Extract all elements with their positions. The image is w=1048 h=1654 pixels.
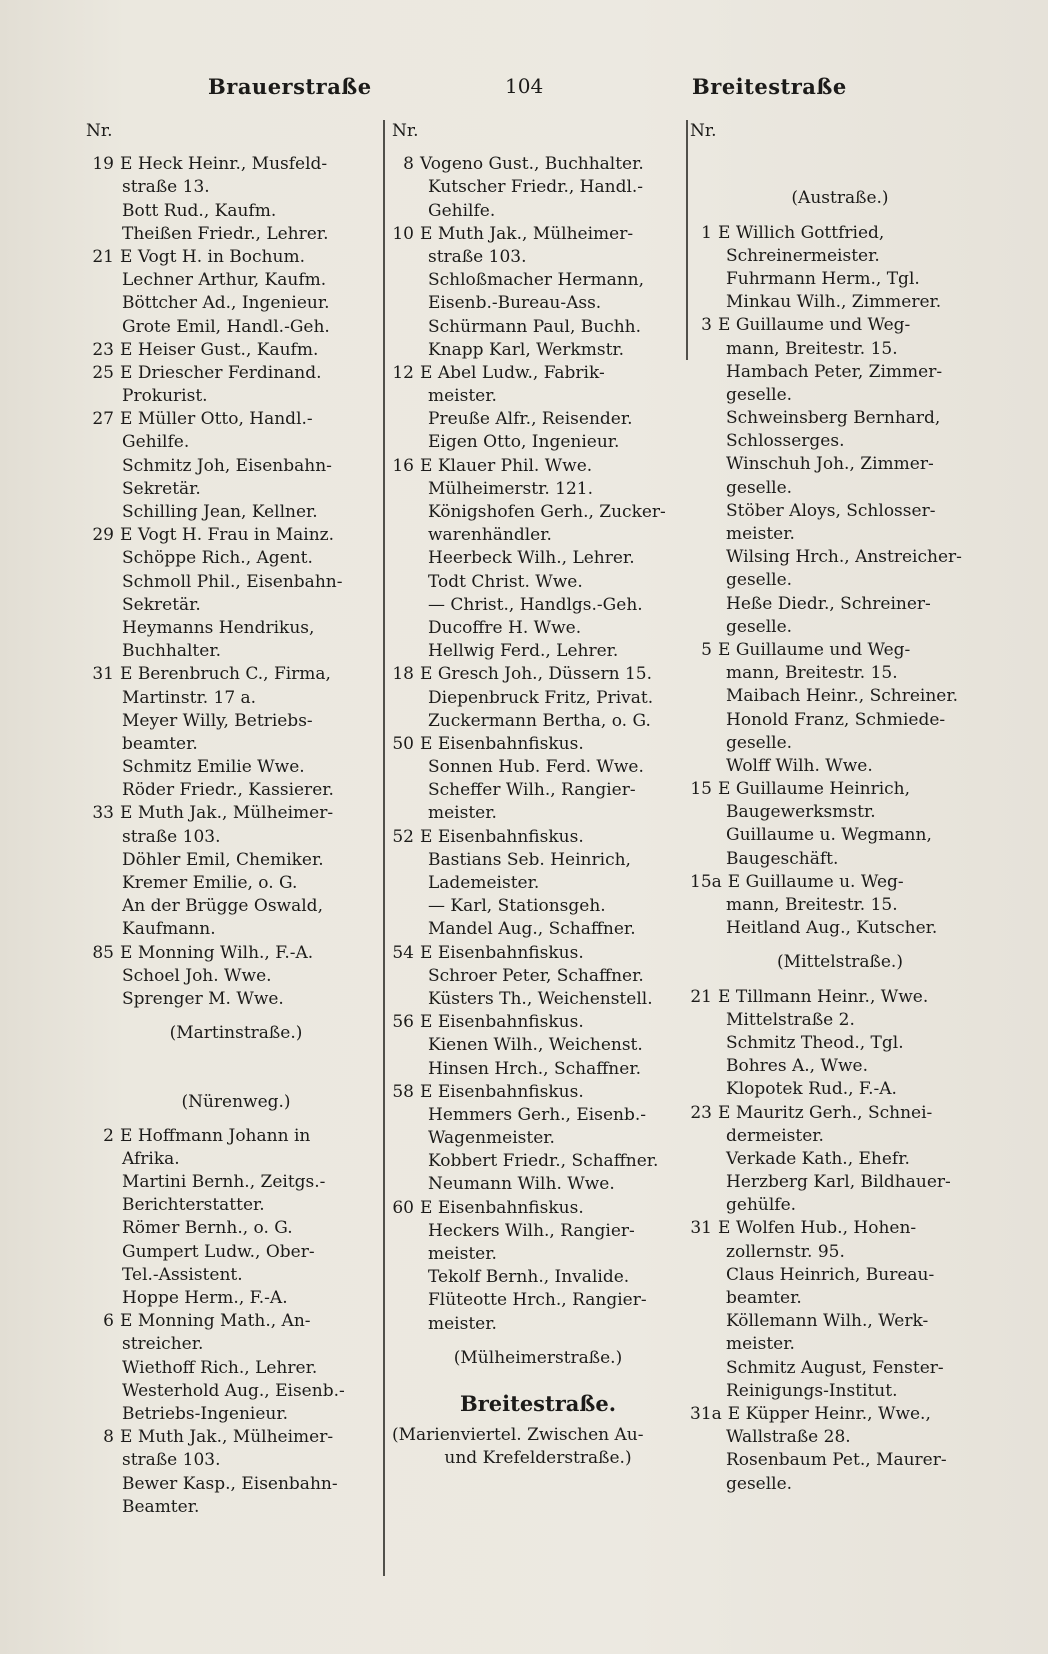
entry-continuation: meister. (428, 803, 497, 824)
entry-line: Winschuh Joh., Zimmer- (726, 454, 934, 475)
house-number: 15a (690, 871, 722, 892)
entry-line: Stöber Aloys, Schlosser- (726, 500, 936, 521)
entry-text: E Vogt H. in Bochum. (120, 246, 305, 267)
house-number: 33 (92, 803, 114, 824)
entry-line: Schloßmacher Hermann, (428, 270, 645, 291)
entry-line: Ducoffre H. Wwe. (428, 617, 582, 638)
entry-text: E Guillaume und Weg- (718, 315, 911, 336)
entry-line: Lechner Arthur, Kaufm. (122, 270, 327, 291)
entry-text: E Wolfen Hub., Hohen- (718, 1218, 917, 1239)
entry-line: Sprenger M. Wwe. (122, 988, 284, 1009)
entry-text: E Abel Ludw., Fabrik- (420, 362, 605, 383)
entry-continuation: Mittelstraße 2. (726, 1009, 855, 1030)
entry-line: Schürmann Paul, Buchh. (428, 316, 642, 337)
entry-continuation: straße 103. (122, 826, 221, 847)
entry-line: Döhler Emil, Chemiker. (122, 849, 324, 870)
entry-line (86, 246, 386, 269)
entry-continuation: Sekretär. (122, 594, 201, 615)
entry-line: Kutscher Friedr., Handl.- (428, 177, 644, 198)
entry-line: Bohres A., Wwe. (726, 1056, 868, 1077)
entry-line (86, 339, 386, 362)
entry-line: Honold Franz, Schmiede- (726, 709, 946, 730)
entry-line: Diepenbruck Fritz, Privat. (428, 687, 654, 708)
page-header (0, 74, 1048, 106)
entry-continuation: Schlosserges. (726, 431, 845, 452)
entry-line (86, 362, 386, 385)
entry-text: E Eisenbahnfiskus. (420, 733, 584, 754)
house-number: 31 (92, 664, 114, 685)
entry-line: Preuße Alfr., Reisender. (428, 409, 633, 430)
entry-line: Sonnen Hub. Ferd. Wwe. (428, 757, 644, 778)
entry-line (392, 455, 684, 478)
entry-continuation: geselle. (726, 384, 793, 405)
entry-continuation: Sekretär. (122, 478, 201, 499)
entry-continuation: Prokurist. (122, 386, 208, 407)
entry-continuation: meister. (726, 524, 795, 544)
entry-line: Heckers Wilh., Rangier- (428, 1220, 635, 1241)
street-title: Breitestraße. (459, 1390, 617, 1416)
column-divider (686, 120, 688, 360)
entry-text: E Mauritz Gerh., Schnei- (718, 1102, 933, 1123)
entry-line: Wilsing Hrch., Anstreicher- (726, 547, 962, 568)
entry-text: E Heck Heinr., Musfeld- (120, 154, 328, 175)
entry-text: E Gresch Joh., Düssern 15. (420, 664, 652, 685)
entry-text: E Heiser Gust., Kaufm. (120, 339, 319, 360)
entry-line (392, 826, 684, 849)
entry-line: Heße Diedr., Schreiner- (726, 593, 931, 614)
entry-line: Grote Emil, Handl.-Geh. (122, 316, 330, 337)
column-1 (86, 120, 386, 1519)
entry-continuation: geselle. (726, 1473, 793, 1494)
entry-line: Köllemann Wilh., Werk- (726, 1311, 929, 1332)
house-number: 5 (701, 639, 712, 660)
entry-line (392, 362, 684, 385)
spacer (690, 153, 990, 176)
house-number: 25 (92, 362, 114, 383)
entry-line: Hambach Peter, Zimmer- (726, 361, 943, 382)
entry-text: E Eisenbahnfiskus. (420, 826, 584, 847)
page-number: 104 (505, 74, 544, 98)
entry-text: Vogeno Gust., Buchhalter. (420, 154, 644, 175)
house-number: 8 (103, 1427, 114, 1448)
entry-line: Meyer Willy, Betriebs- (122, 710, 313, 731)
entry-continuation: Schreinermeister. (726, 245, 880, 266)
entry-line: Böttcher Ad., Ingenieur. (122, 293, 330, 314)
entry-continuation: geselle. (726, 477, 793, 498)
entry-continuation: Beamter. (122, 1496, 200, 1517)
house-number: 8 (403, 154, 414, 175)
entry-line (392, 1197, 684, 1220)
house-number: 16 (392, 455, 414, 476)
entry-line (690, 1403, 990, 1426)
entry-line (86, 942, 386, 965)
entry-line: Königshofen Gerh., Zucker- (428, 502, 666, 522)
house-number: 2 (103, 1125, 114, 1146)
entry-continuation: Berichterstatter. (122, 1195, 265, 1216)
entry-continuation: straße 103. (122, 1450, 221, 1471)
entry-line (690, 639, 990, 662)
house-number: 18 (392, 664, 414, 685)
entry-line: Kremer Emilie, o. G. (122, 873, 298, 893)
entry-line (86, 1426, 386, 1449)
entry-continuation: Lademeister. (428, 873, 540, 893)
entry-text: E Muth Jak., Mülheimer- (420, 223, 634, 244)
street-section-heading: (Mittelstraße.) (777, 952, 903, 973)
entry-line: Schweinsberg Bernhard, (726, 408, 941, 429)
street-description: und Krefelderstraße.) (444, 1448, 632, 1469)
entry-line: Rosenbaum Pet., Maurer- (726, 1450, 947, 1471)
entry-continuation: geselle. (726, 732, 793, 753)
entry-line: Tekolf Bernh., Invalide. (428, 1267, 630, 1288)
nr-label: Nr. (690, 121, 717, 141)
entry-text: E Küpper Heinr., Wwe., (727, 1403, 931, 1424)
entry-continuation: meister. (428, 1313, 497, 1334)
entry-line: Maibach Heinr., Schreiner. (726, 686, 959, 707)
column-3 (690, 120, 990, 1496)
entry-line (392, 153, 684, 176)
entry-line: — Karl, Stationsgeh. (428, 896, 606, 917)
entry-line (86, 663, 386, 686)
entry-line (690, 871, 990, 894)
house-number: 27 (92, 409, 114, 430)
running-head-left: Brauerstraße (208, 74, 372, 99)
entry-line: Mandel Aug., Schaffner. (428, 919, 636, 940)
entry-continuation: meister. (726, 1334, 795, 1355)
entry-line: Bewer Kasp., Eisenbahn- (122, 1473, 338, 1494)
entry-continuation: mann, Breitestr. 15. (726, 338, 898, 359)
house-number: 60 (392, 1197, 414, 1218)
entry-line: Minkau Wilh., Zimmerer. (726, 292, 942, 313)
entry-continuation: Gehilfe. (122, 432, 190, 453)
house-number: 29 (92, 525, 114, 546)
entry-line: Schmitz August, Fenster- (726, 1357, 944, 1378)
entry-line (86, 802, 386, 825)
nr-label: Nr. (86, 121, 113, 141)
entry-line: Römer Bernh., o. G. (122, 1218, 293, 1239)
entry-text: E Muth Jak., Mülheimer- (120, 803, 334, 824)
entry-line (690, 222, 990, 245)
house-number: 19 (92, 154, 114, 175)
entry-line: Theißen Friedr., Lehrer. (122, 223, 329, 244)
entry-line (392, 663, 684, 686)
entry-line (392, 1011, 684, 1034)
entry-line (392, 733, 684, 756)
entry-line: Wiethoff Rich., Lehrer. (122, 1357, 318, 1378)
entry-line: Schroer Peter, Schaffner. (428, 965, 644, 986)
entry-continuation: Eisenb.-Bureau-Ass. (428, 293, 602, 314)
entry-text: E Eisenbahnfiskus. (420, 942, 584, 963)
street-description: (Marienviertel. Zwischen Au- (392, 1424, 644, 1445)
entry-line (392, 223, 684, 246)
entry-line: Claus Heinrich, Bureau- (726, 1264, 935, 1285)
entry-continuation: Betriebs-Ingenieur. (122, 1403, 289, 1424)
entry-line: Zuckermann Bertha, o. G. (428, 710, 651, 731)
nr-label: Nr. (392, 121, 419, 141)
entry-line (86, 408, 386, 431)
entry-line: Küsters Th., Weichenstell. (428, 988, 653, 1009)
entry-line (86, 524, 386, 547)
entry-text: E Muth Jak., Mülheimer- (120, 1427, 334, 1448)
entry-line: Hinsen Hrch., Schaffner. (428, 1058, 641, 1079)
entry-line (392, 942, 684, 965)
entry-line: Eigen Otto, Ingenieur. (428, 432, 620, 453)
entry-text: E Monning Wilh., F.-A. (120, 942, 314, 963)
entry-text: E Willich Gottfried, (718, 222, 885, 243)
entry-continuation: Tel.-Assistent. (122, 1264, 243, 1285)
column-2 (392, 120, 684, 1470)
entry-line: Heerbeck Wilh., Lehrer. (428, 548, 635, 569)
entry-line (86, 1310, 386, 1333)
house-number: 12 (392, 362, 414, 383)
house-number: 52 (392, 826, 414, 847)
entry-line (392, 1081, 684, 1104)
entry-continuation: straße 103. (428, 246, 527, 267)
house-number: 85 (92, 942, 114, 963)
entry-line: Todt Christ. Wwe. (428, 571, 583, 592)
house-number: 10 (392, 223, 414, 244)
entry-continuation: Wallstraße 28. (726, 1427, 851, 1448)
entry-line: Kienen Wilh., Weichenst. (428, 1035, 643, 1056)
entry-line: Schmitz Theod., Tgl. (726, 1032, 904, 1053)
entry-line: Heitland Aug., Kutscher. (726, 918, 938, 939)
entry-line (690, 314, 990, 337)
entry-line: Wolff Wilh. Wwe. (726, 755, 873, 776)
house-number: 23 (690, 1102, 712, 1123)
house-number: 3 (701, 315, 712, 336)
street-section-heading: (Martinstraße.) (169, 1023, 303, 1044)
house-number: 50 (392, 733, 414, 754)
entry-text: E Guillaume Heinrich, (718, 779, 911, 800)
entry-line: — Christ., Handlgs.-Geh. (428, 594, 643, 615)
entry-line: Schmitz Joh, Eisenbahn- (122, 455, 332, 476)
entry-continuation: Martinstr. 17 a. (122, 687, 257, 708)
entry-line: Röder Friedr., Kassierer. (122, 780, 334, 801)
entry-continuation: geselle. (726, 616, 793, 637)
entry-continuation: meister. (428, 386, 497, 407)
entry-continuation: warenhändler. (428, 525, 552, 546)
entry-line (690, 1102, 990, 1125)
entry-line: Hellwig Ferd., Lehrer. (428, 641, 619, 662)
entry-line (690, 986, 990, 1009)
entry-continuation: dermeister. (726, 1125, 824, 1146)
entry-line: Gumpert Ludw., Ober- (122, 1241, 315, 1262)
entry-line: Kobbert Friedr., Schaffner. (428, 1151, 659, 1172)
entry-line: Guillaume u. Wegmann, (726, 825, 932, 846)
entry-line: Klopotek Rud., F.-A. (726, 1079, 897, 1100)
entry-line (86, 1125, 386, 1148)
entry-text: E Müller Otto, Handl.- (120, 409, 313, 430)
entry-text: E Eisenbahnfiskus. (420, 1012, 584, 1033)
entry-continuation: zollernstr. 95. (726, 1241, 845, 1262)
house-number: 54 (392, 942, 414, 963)
street-section-heading: (Mülheimerstraße.) (453, 1347, 623, 1368)
house-number: 6 (103, 1311, 114, 1332)
entry-line: Herzberg Karl, Bildhauer- (726, 1172, 951, 1193)
entry-continuation: Baugewerksmstr. (726, 802, 876, 823)
house-number: 31a (690, 1403, 722, 1424)
running-head-right: Breitestraße (692, 74, 847, 99)
entry-text: E Guillaume und Weg- (718, 639, 911, 660)
street-section-heading: (Nürenweg.) (181, 1091, 291, 1112)
entry-line: Schmoll Phil., Eisenbahn- (122, 571, 343, 592)
entry-continuation: gehülfe. (726, 1195, 797, 1216)
entry-continuation: straße 13. (122, 177, 210, 198)
entry-line (86, 153, 386, 176)
entry-line: Flüteotte Hrch., Rangier- (428, 1290, 647, 1311)
entry-line: Knapp Karl, Werkmstr. (428, 339, 625, 360)
entry-continuation: mann, Breitestr. 15. (726, 895, 898, 915)
entry-line (690, 1217, 990, 1240)
entry-text: E Hoffmann Johann in (120, 1125, 311, 1146)
entry-continuation: Baugeschäft. (726, 848, 839, 869)
entry-line: Fuhrmann Herm., Tgl. (726, 268, 920, 289)
entry-continuation: beamter. (122, 733, 198, 754)
house-number: 56 (392, 1012, 414, 1033)
entry-continuation: Kaufmann. (122, 919, 216, 940)
entry-text: E Klauer Phil. Wwe. (420, 455, 593, 476)
entry-continuation: meister. (428, 1244, 497, 1264)
entry-line: Hoppe Herm., F.-A. (122, 1288, 288, 1308)
entry-line: Scheffer Wilh., Rangier- (428, 780, 636, 801)
house-number: 1 (701, 222, 712, 243)
entry-continuation: Wagenmeister. (428, 1128, 555, 1149)
entry-line: Schilling Jean, Kellner. (122, 502, 318, 522)
entry-continuation: Reinigungs-Institut. (726, 1380, 898, 1401)
entry-text: E Eisenbahnfiskus. (420, 1081, 584, 1102)
entry-line: Schöppe Rich., Agent. (122, 548, 313, 569)
entry-continuation: streicher. (122, 1334, 204, 1355)
entry-line: Bott Rud., Kaufm. (122, 200, 277, 221)
entry-text: E Berenbruch C., Firma, (120, 664, 331, 685)
entry-line: Neumann Wilh. Wwe. (428, 1174, 615, 1195)
house-number: 21 (92, 246, 114, 267)
entry-text: E Eisenbahnfiskus. (420, 1197, 584, 1218)
entry-line (690, 778, 990, 801)
entry-continuation: mann, Breitestr. 15. (726, 663, 898, 684)
entry-line: Heymanns Hendrikus, (122, 617, 315, 638)
house-number: 23 (92, 339, 114, 360)
entry-text: E Vogt H. Frau in Mainz. (120, 525, 335, 546)
house-number: 58 (392, 1081, 414, 1102)
entry-continuation: Mülheimerstr. 121. (428, 478, 594, 499)
entry-line: Westerhold Aug., Eisenb.- (122, 1380, 345, 1401)
entry-text: E Driescher Ferdinand. (120, 362, 322, 383)
entry-line: Hemmers Gerh., Eisenb.- (428, 1104, 646, 1125)
entry-line: Schoel Joh. Wwe. (122, 965, 272, 986)
entry-line: Martini Bernh., Zeitgs.- (122, 1172, 326, 1193)
house-number: 31 (690, 1218, 712, 1239)
entry-text: E Tillmann Heinr., Wwe. (718, 986, 929, 1007)
street-section-heading: (Austraße.) (791, 188, 889, 209)
entry-text: E Guillaume u. Weg- (727, 871, 904, 892)
entry-continuation: Afrika. (122, 1148, 180, 1169)
entry-line: Verkade Kath., Ehefr. (726, 1148, 910, 1169)
entry-continuation: Gehilfe. (428, 200, 496, 221)
entry-line: An der Brügge Oswald, (122, 896, 323, 917)
spacer (86, 1056, 386, 1079)
entry-text: E Monning Math., An- (120, 1311, 311, 1332)
entry-continuation: beamter. (726, 1288, 802, 1308)
entry-line: Schmitz Emilie Wwe. (122, 757, 305, 778)
entry-continuation: Buchhalter. (122, 641, 221, 662)
house-number: 15 (690, 779, 712, 800)
entry-continuation: geselle. (726, 570, 793, 591)
entry-line: Bastians Seb. Heinrich, (428, 849, 631, 870)
house-number: 21 (690, 986, 712, 1007)
